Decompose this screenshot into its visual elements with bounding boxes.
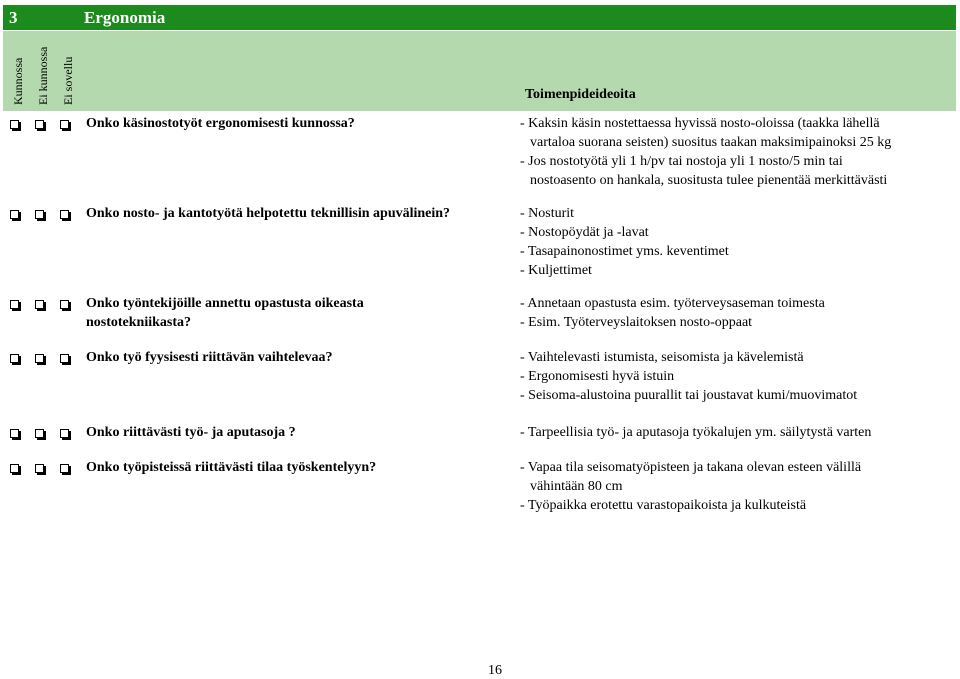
- checkbox-ei-kunnossa[interactable]: [35, 464, 44, 473]
- checkbox-kunnossa[interactable]: [10, 354, 19, 363]
- checkbox-ei-sovellu[interactable]: [60, 429, 69, 438]
- checkbox-ei-sovellu[interactable]: [60, 210, 69, 219]
- action-ideas: [520, 114, 950, 190]
- action-line: - Esim. Työterveyslaitoksen nosto-oppaat: [520, 315, 753, 330]
- column-header-row: [3, 31, 956, 111]
- action-line: nostoasento on hankala, suositusta tulee pienentää merkittävästi: [530, 173, 888, 188]
- checkbox-kunnossa[interactable]: [10, 210, 19, 219]
- action-line: - Annetaan opastusta esim. työterveysaseman toimesta: [520, 296, 825, 311]
- checkbox-kunnossa[interactable]: [10, 120, 19, 129]
- checkbox-kunnossa[interactable]: [10, 464, 19, 473]
- action-line: - Ergonomisesti hyvä istuin: [520, 369, 675, 384]
- checkbox-ei-sovellu[interactable]: [60, 120, 69, 129]
- action-ideas: [520, 458, 950, 515]
- action-line: - Tasapainonostimet yms. keventimet: [520, 244, 729, 259]
- action-line: - Nosturit: [520, 206, 575, 221]
- checkbox-ei-sovellu[interactable]: [60, 354, 69, 363]
- action-line: - Kaksin käsin nostettaessa hyvissä nosto-oloissa (taakka lähellä: [520, 116, 880, 131]
- question-line: Onko työntekijöille annettu opastusta oikeasta: [86, 296, 364, 311]
- action-ideas: [520, 423, 950, 442]
- section-number: 3: [9, 7, 18, 27]
- column-header-ei-sovellu: Ei sovellu: [61, 56, 75, 105]
- question-line: nostotekniikasta?: [86, 315, 192, 330]
- action-ideas: [520, 294, 950, 332]
- section-title: Ergonomia: [84, 7, 166, 27]
- action-line: - Työpaikka erotettu varastopaikoista ja kulkuteistä: [520, 498, 807, 513]
- action-line: - Nostopöydät ja -lavat: [520, 225, 649, 240]
- checkbox-kunnossa[interactable]: [10, 429, 19, 438]
- checkbox-ei-sovellu[interactable]: [60, 464, 69, 473]
- column-header-toimenpideideoita: Toimenpideideoita: [525, 87, 636, 102]
- action-line: - Kuljettimet: [520, 263, 592, 278]
- column-header-ei-kunnossa: Ei kunnossa: [36, 46, 50, 105]
- action-ideas: [520, 348, 950, 405]
- page-number: 16: [488, 663, 502, 678]
- question-text: Onko käsinostotyöt ergonomisesti kunnossa?: [86, 116, 355, 131]
- checkbox-ei-kunnossa[interactable]: [35, 210, 44, 219]
- action-line: vartaloa suorana seisten) suositus taakan maksimipainoksi 25 kg: [530, 135, 892, 150]
- column-header-kunnossa: Kunnossa: [11, 57, 25, 105]
- action-line: - Seisoma-alustoina puurallit tai joustavat kumi/muovimatot: [520, 388, 858, 403]
- checkbox-kunnossa[interactable]: [10, 300, 19, 309]
- question-text: [86, 294, 506, 332]
- checkbox-ei-kunnossa[interactable]: [35, 429, 44, 438]
- checkbox-ei-kunnossa[interactable]: [35, 354, 44, 363]
- action-line: - Jos nostotyötä yli 1 h/pv tai nostoja yli 1 nosto/5 min tai: [520, 154, 843, 169]
- checkbox-ei-kunnossa[interactable]: [35, 120, 44, 129]
- section-header-bar: [3, 5, 956, 30]
- action-ideas: [520, 204, 950, 280]
- checkbox-ei-sovellu[interactable]: [60, 300, 69, 309]
- action-line: - Tarpeellisia työ- ja aputasoja työkalujen ym. säilytystä varten: [520, 425, 872, 440]
- question-text: Onko työ fyysisesti riittävän vaihtelevaa?: [86, 350, 333, 365]
- question-text: Onko työpisteissä riittävästi tilaa työskentelyyn?: [86, 460, 377, 475]
- action-line: - Vapaa tila seisomatyöpisteen ja takana olevan esteen välillä: [520, 460, 862, 475]
- question-text: Onko riittävästi työ- ja aputasoja ?: [86, 425, 296, 440]
- action-line: vähintään 80 cm: [530, 479, 623, 494]
- action-line: - Vaihtelevasti istumista, seisomista ja kävelemistä: [520, 350, 804, 365]
- question-text: Onko nosto- ja kantotyötä helpotettu teknillisin apuvälinein?: [86, 206, 451, 221]
- checkbox-ei-kunnossa[interactable]: [35, 300, 44, 309]
